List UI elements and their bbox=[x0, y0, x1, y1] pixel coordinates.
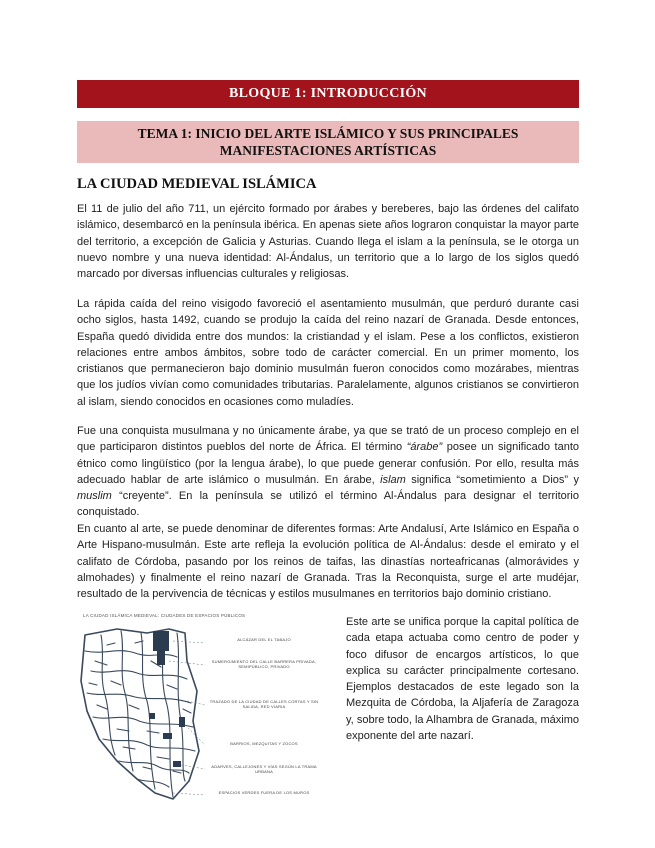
bloque-title: BLOQUE 1: INTRODUCCIÓN bbox=[229, 86, 427, 101]
bloque-banner bbox=[77, 80, 579, 108]
paragraph-4: En cuanto al arte, se puede denominar de diferentes formas: Arte Andalusí, Arte Islámico en España o Arte Hispano-musulmán. Este arte refleja la evolución política de Al-Ándalus: desde el emirato y el califato de Córdoba, pasando por los reinos de taifas, las dinastías norteafricanas (almorávides y almohades) y finalmente el reino nazarí de Granada. Tras la Reconquista, surge el arte mudéjar, resultado de la pervivencia de técnicas y estilos musulmanes en territorios bajo dominio cristiano. bbox=[77, 523, 579, 601]
paragraph-3-term-muslim: muslim bbox=[77, 490, 112, 503]
city-map-drawing bbox=[77, 621, 339, 803]
paragraph-3-term-arabe: “árabe” bbox=[406, 441, 443, 454]
paragraph-2: La rápida caída del reino visigodo favoreció el asentamiento musulmán, que perduró durante casi ocho siglos, hasta 1492, cuando se produjo la caída del reino nazarí de Granada. Desde entonces, España quedó dividida entre dos mundos: la cristiandad y el islam. Pese a los conflictos, existieron relaciones entre ambos ámbitos, sobre todo de carácter comercial. En un primer momento, los cristianos que permanecieron bajo dominio musulmán fueron conocidos como mozárabes, mientras que los judíos vivían como comunidades tributarias. Paralelamente, algunos cristianos se convirtieron al islam, siendo conocidos en ocasiones como muladíes. bbox=[77, 298, 579, 408]
city-map-figure bbox=[77, 613, 339, 803]
map-label-alcazar: ALCÁZAR DEL EL TABAJO bbox=[237, 637, 291, 642]
tema-banner bbox=[77, 121, 579, 163]
side-paragraph: Este arte se unifica porque la capital política de cada etapa actuaba como centro de poder y foco difusor de encargos artísticos, lo que explica su carácter principalmente cortesano. Ejemplos destacados de este legado son la Mezquita de Córdoba, la Aljafería de Zaragoza y, sobre todo, la Alhambra de Granada, máximo exponente del arte nazarí. bbox=[346, 616, 579, 743]
map-label-barrios: BARRIOS, MEZQUITAS Y ZOCOS bbox=[230, 741, 298, 746]
paragraph-3-text-a: Fue una conquista musulmana y no únicamente árabe, ya que se trató de un proceso complejo en el que participaron distintos pueblos del norte de África. El término bbox=[77, 425, 579, 454]
paragraph-1: El 11 de julio del año 711, un ejército formado por árabes y bereberes, bajo las órdenes del califato islámico, desembarcó en la península ibérica. En apenas siete años lograron conquistar la mayor parte del territorio, a excepción de Galicia y Asturias. Cuando llega el islam a la península, se le otorga un nuevo nombre y una nueva identidad: Al-Ándalus, un territorio que a lo largo de los siglos quedó marcado por diversas influencias culturales y religiosas. bbox=[77, 203, 580, 281]
paragraph-3-text-g: “creyente”. En la península se utilizó el término Al-Ándalus para designar el territorio conquistado. bbox=[77, 490, 579, 519]
tema-title-line1: TEMA 1: INICIO DEL ARTE ISLÁMICO Y SUS PRINCIPALES bbox=[137, 126, 519, 141]
paragraph-3-text-e: significa “sometimiento a Dios” y bbox=[405, 473, 580, 486]
paragraph-3-term-islam: islam bbox=[380, 473, 406, 486]
section-heading: LA CIUDAD MEDIEVAL ISLÁMICA bbox=[77, 176, 317, 192]
map-label-barrera: SUMERGIMIENTO DEL CALLE BARRERA PRIVADA, SEMIPÚBLICO, PRIVADO bbox=[211, 659, 317, 669]
map-label-adarves: ADARVES, CALLEJONES Y VÍAS SEGÚN LA TRAMA URBANA bbox=[211, 764, 317, 774]
map-label-espacios: ESPACIOS VERDES FUERA DE LOS MUROS bbox=[218, 790, 310, 795]
map-label-trazado: TRAZADO DE LA CIUDAD DE CALLES CORTAS Y SIN SALIDA, RED VIARIA bbox=[209, 699, 319, 709]
paragraph-3 bbox=[77, 423, 579, 521]
paragraph-3-text-c: posee un significado tanto étnico como lingüístico (por la lengua árabe), lo que puede generar confusión. Por ello, resulta más adecuado hablar de arte islámico o musulmán. En árabe, bbox=[77, 441, 579, 486]
map-title: LA CIUDAD ISLÁMICA MEDIEVAL: CIUDADES DE ESPACIOS PÚBLICOS bbox=[83, 613, 246, 618]
tema-title-line2: MANIFESTACIONES ARTÍSTICAS bbox=[219, 143, 437, 158]
